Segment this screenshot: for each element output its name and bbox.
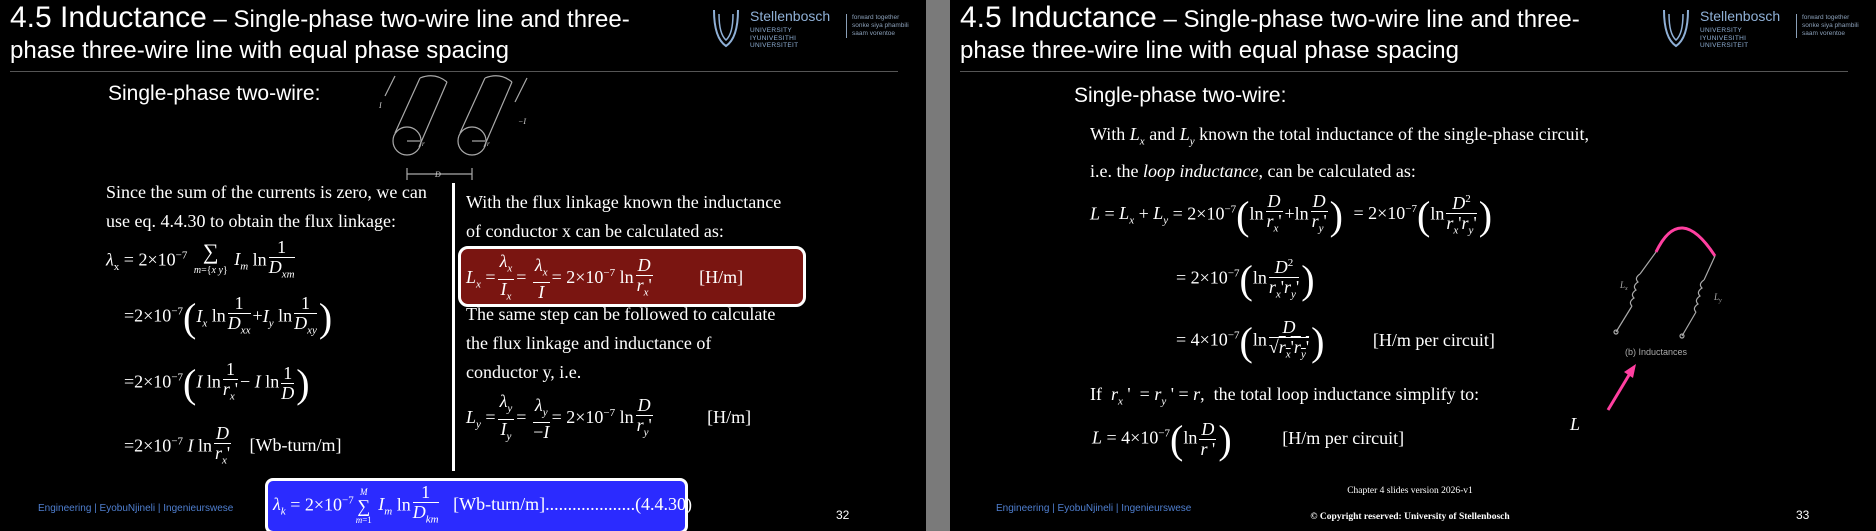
title-divider [960, 71, 1848, 72]
figure-L-label: L [1570, 414, 1581, 434]
slide-title: 4.5 Inductance – Single-phase two-wire line and three- phase three-wire line with equal phase spacing [960, 1, 1580, 64]
logo-tagline: forward together sonke siya phambili saam vorentoe [1796, 14, 1859, 38]
equation-L-total: $L = L_x + L_y = 2\times 10^{-7}(\ln$ $\frac{D}{r_x'}$ +ln $\frac{D}{r_y'}$ ) = $2\times 10^{-7}(\ln$ $\frac{D^2}{r_x'r_y'}$ ) [1090, 191, 1493, 238]
equation-step-3: $=2\times 10^{-7}$ I ln $\frac{D}{r_x'}$ [Wb-turn/m] [124, 423, 342, 467]
equation-step-2: $=2\times 10^{-7}(I$ ln $\frac{1}{r_x'}$ − I ln $\frac{1}{D}$ ) [124, 359, 310, 406]
slide-32 [0, 0, 926, 531]
equation-Lx: $L_x$ = $\frac{\lambda_x}{I_x}$ = $\frac{\lambda_x}{I}$ = $2\times 10^{-7}$ ln $\frac{D}{r_x'}$ [H/m] [466, 251, 744, 303]
footer: Engineering | EyobuNjineli | Ingenieurswese [996, 503, 1192, 514]
figure-caption: (b) Inductances [1625, 347, 1688, 357]
conductor-figure [375, 74, 535, 184]
chapter-version: Chapter 4 slides version 2026-v1 [1347, 486, 1473, 496]
paragraph-flux: Since the sum of the currents is zero, we can use eq. 4.4.30 to obtain the flux linkage: [106, 182, 427, 231]
equation-L-step-1: = $2\times 10^{-7}(\ln$ $\frac{D^2}{r_x'r_y'}$ ) [1176, 254, 1315, 305]
svg-text:−I: −I [518, 117, 527, 126]
equation-Ly: $L_y$ = $\frac{\lambda_y}{I_y}$ = $\frac{\lambda_y}{-I}$ = $2\times 10^{-7}$ ln $\frac{D}{r_y'}$ [H/m] [466, 391, 752, 443]
paragraph-inductance: With the flux linkage known the inductance of conductor x can be calculated as: [466, 192, 782, 241]
equation-lambda-x: $\lambda_x = 2\times 10^{-7}$ ∑ m={x y} $I_m$ ln 1 $D_{xm}$ [106, 237, 295, 281]
svg-text:Lx: $L_x$ [1620, 280, 1628, 292]
inductance-figure [1590, 222, 1740, 412]
logo-shield-icon [1662, 8, 1690, 48]
equation-step-1: $=2\times 10^{-7}(I_x$ ln 1 $D_{xx}$ $+I_y$ ln 1 $D_{xy}$ ) [124, 293, 333, 340]
page-number: 32 [836, 508, 850, 522]
logo-tagline: forward together sonke siya phambili saam vorentoe [846, 14, 909, 38]
logo-subtitles: UNIVERSITY IYUNIVESITHI UNIVERSITEIT [1700, 27, 1749, 49]
svg-text:D: D [435, 170, 441, 179]
equation-condition: If $r_x$ ' = $r_y$ ' = r, the total loop inductance simplify to: [1090, 384, 1480, 408]
equation-L-step-2: = $4\times 10^{-7}(\ln$ $\frac{D}{√r_x'r_y'}$ ) [H/m per circuit] [1176, 317, 1495, 364]
equation-4-4-30: $\lambda_k = 2\times 10^{-7}$ M ∑ m=1 $I_m$ ln 1 $D_{km}$ [Wb-turn/m]....................(4.4.30) [273, 482, 693, 526]
logo-shield-icon [712, 8, 740, 48]
svg-text:r: r [422, 140, 425, 148]
slide-title: 4.5 Inductance – Single-phase two-wire line and three- phase three-wire line with equal phase spacing [10, 1, 630, 64]
logo-subtitles: UNIVERSITY IYUNIVESITHI UNIVERSITEIT [750, 27, 799, 49]
copyright: © Copyright reserved: University of Stellenbosch [1310, 512, 1510, 522]
equation-L-final: $L = 4\times 10^{-7}(\ln$ $\frac{D}{r '}$ ) [H/m per circuit] [1092, 417, 1405, 462]
vertical-divider [452, 183, 455, 471]
subheading: Single-phase two-wire: [1074, 84, 1287, 107]
subheading: Single-phase two-wire: [108, 82, 321, 105]
paragraph-same-step: The same step can be followed to calculate the flux linkage and inductance of conductor y, i.e. [466, 304, 776, 382]
paragraph-loop-inductance: With $L_x$ and $L_y$ known the total inductance of the single-phase circuit, i.e. the loop inductance, can be calculated as: [1090, 124, 1589, 181]
page-number: 33 [1796, 508, 1810, 522]
slide-33 [950, 0, 1876, 531]
university-logo: Stellenbosch UNIVERSITY IYUNIVESITHI UNIVERSITEIT forward together sonke siya phambili saam vorentoe [1662, 8, 1862, 52]
svg-text:Ly: $L_y$ [1714, 292, 1722, 304]
university-logo: Stellenbosch UNIVERSITY IYUNIVESITHI UNIVERSITEIT forward together sonke siya phambili saam vorentoe [712, 8, 912, 52]
svg-text:I: I [379, 101, 382, 110]
svg-text:r: r [487, 140, 490, 148]
title-divider [10, 71, 898, 72]
footer: Engineering | EyobuNjineli | Ingenieurswese [38, 503, 234, 514]
